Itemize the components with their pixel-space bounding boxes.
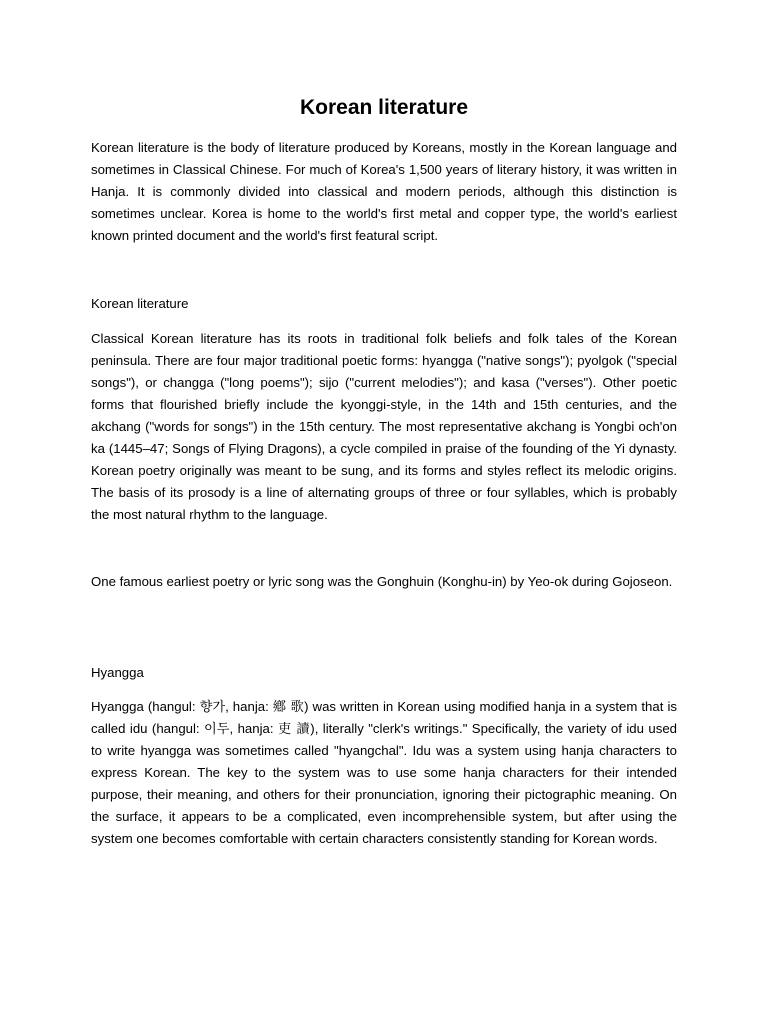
section-heading-hyangga: Hyangga [91, 665, 144, 680]
intro-paragraph: Korean literature is the body of literature produced by Koreans, mostly in the Korean language and sometimes in Classical Chinese. For much of Korea's 1,500 years of literary history, it was written in Hanja. It is commonly divided into classical and modern periods, although this distinction is sometimes unclear. Korea is home to the world's first metal and copper type, the world's earliest known printed document and the world's first featural script. [91, 140, 677, 243]
document-title: Korean literature [299, 96, 469, 119]
hyangga-paragraph: Hyangga (hangul: 향가, hanja: 鄕 歌) was written in Korean using modified hanja in a system that is called idu (hangul: 이두, hanja: 吏 讀), literally "clerk's writings." Specifically, the variety of idu used to write hyangga was sometimes called "hyangchal". Idu was a system using hanja characters to express Korean. The key to the system was to use some hanja characters for their intended purpose, their meaning, and others for their pronunciation, ignoring their pictographic meaning. On the surface, it appears to be a complicated, even incomprehensible system, but after using the system one becomes comfortable with certain characters consistently standing for Korean words. [91, 699, 677, 846]
gonghuin-paragraph: One famous earliest poetry or lyric song was the Gonghuin (Konghu-in) by Yeo-ok during Gojoseon. [91, 574, 673, 589]
section-heading-korean-literature: Korean literature [91, 296, 189, 311]
classical-literature-paragraph: Classical Korean literature has its roots in traditional folk beliefs and folk tales of the Korean peninsula. There are four major traditional poetic forms: hyangga ("native songs"); pyolgok ("special songs"), or changga ("long poems"); sijo ("current melodies"); and kasa ("verses"). Other poetic forms that flourished briefly include the kyonggi-style, in the 14th and 15th centuries, and the akchang ("words for songs") in the 15th century. The most representative akchang is Yongbi och'on ka (1445–47; Songs of Flying Dragons), a cycle compiled in praise of the founding of the Yi dynasty. Korean poetry originally was meant to be sung, and its forms and styles reflect its melodic origins. The basis of its prosody is a line of alternating groups of three or four syllables, which is probably the most natural rhythm to the language. [91, 331, 677, 522]
